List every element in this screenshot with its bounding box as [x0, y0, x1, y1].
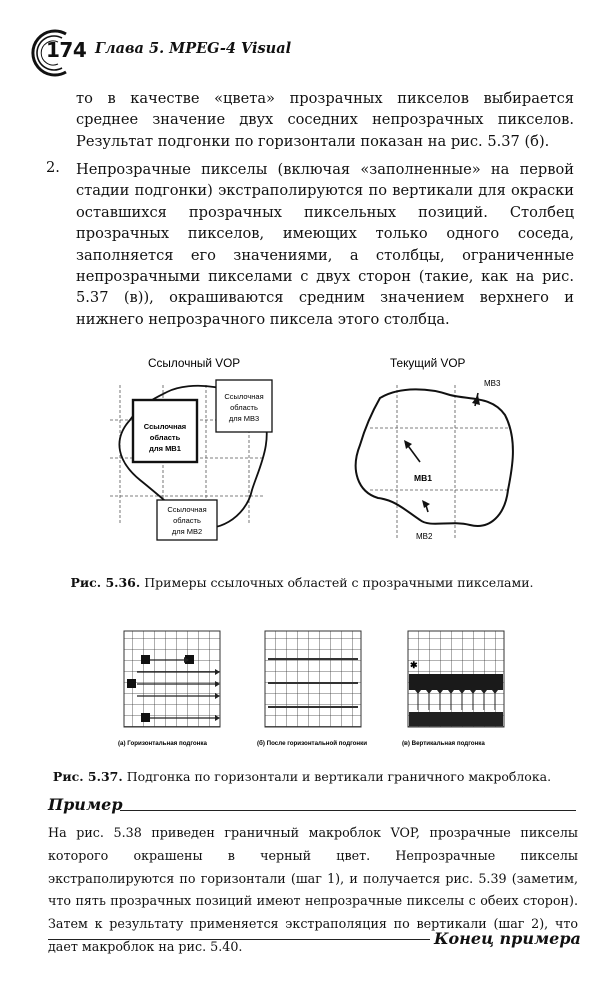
caption-36-text: Примеры ссылочных областей с прозрачными пикселами. — [144, 575, 534, 590]
fig37-sub-b: (б) После горизонтальной подгонки — [257, 740, 368, 747]
page-number: 174 — [46, 38, 87, 62]
fig37-sub-c: (в) Вертикальная подгонка — [402, 740, 485, 747]
ref-mb2-l2: область — [173, 516, 201, 525]
caption-fig-5-37 — [0, 769, 604, 784]
ref-mb2-l3: для MB2 — [171, 527, 203, 536]
label-mb2: MB2 — [416, 532, 433, 541]
example-text: На рис. 5.38 приведен граничный макроблок VOP, прозрачные пикселы которого окрашены в черный цвет. Непрозрачные пикселы экстраполируются по горизонтали (шаг 1), и получается рис. 5.39 (заметим, что пять прозрачных позиций имеют непрозрачные пикселы с обеих сторон). Затем к результату применяется экстраполяция по вертикали (шаг 2), что дает макроблок на рис. 5.40. — [48, 825, 578, 954]
example-top-rule — [120, 810, 576, 811]
cur-vop-grid — [370, 385, 510, 540]
ref-mb1-l2: область — [149, 433, 181, 442]
chapter-title: Глава 5. MPEG-4 Visual — [95, 40, 292, 57]
cur-vop-shape — [356, 389, 513, 526]
fig36-left-title: Ссылочный VOP — [148, 356, 241, 370]
ref-mb3-l3: для MB3 — [228, 414, 260, 423]
figure-5-36 — [0, 350, 604, 560]
label-mb1: MB1 — [414, 473, 432, 483]
caption-fig-5-36 — [0, 575, 604, 590]
ref-mb2-l1: Ссылочная — [167, 505, 207, 514]
example-title: Пример — [48, 795, 123, 814]
ref-mb1-l3: для MB1 — [149, 444, 181, 453]
example-bottom-rule — [48, 939, 430, 940]
fig37-panel-a — [124, 631, 220, 727]
caption-37-text: Подгонка по горизонтали и вертикали граничного макроблока. — [126, 769, 552, 784]
paragraph-1: то в качестве «цвета» прозрачных пикселов выбирается среднее значение двух соседних непрозрачных пикселов. Результат подгонки по горизонтали показан на рис. 5.37 (б). — [76, 90, 574, 150]
caption-37-prefix: Рис. 5.37. — [52, 769, 123, 784]
ref-mb1-l1: Ссылочная — [143, 422, 187, 431]
list-item-number: 2. — [46, 159, 60, 176]
label-mb3: MB3 — [484, 379, 501, 388]
ref-mb3-l1: Ссылочная — [224, 392, 264, 401]
caption-36-prefix: Рис. 5.36. — [70, 575, 141, 590]
fig37-panel-b — [265, 631, 361, 727]
mark-icon: ✱ — [410, 660, 418, 670]
ref-mb3-l2: область — [230, 403, 258, 412]
figure-5-37 — [0, 625, 604, 755]
list-item-2-text: Непрозрачные пикселы (включая «заполненные» на первой стадии подгонки) экстраполируются по вертикали для окраски оставшихся прозрачных пиксельных позиций. Столбец прозрачных пикселов, имеющих только одного соседа, заполняется его значениями, а столбцы, ограниченные непрозрачными пикселами с двух сторон (такие, как на рис. 5.37 (в)), окрашиваются средним значением верхнего и нижнего непрозрачного пиксела этого столбца. — [76, 161, 574, 328]
example-end-label: Конец примера — [434, 929, 581, 948]
fig37-sub-a: (a) Горизонтальная подгонка — [118, 740, 207, 747]
fig37-panel-c — [408, 631, 504, 727]
fig36-right-title: Текущий VOP — [390, 356, 466, 370]
